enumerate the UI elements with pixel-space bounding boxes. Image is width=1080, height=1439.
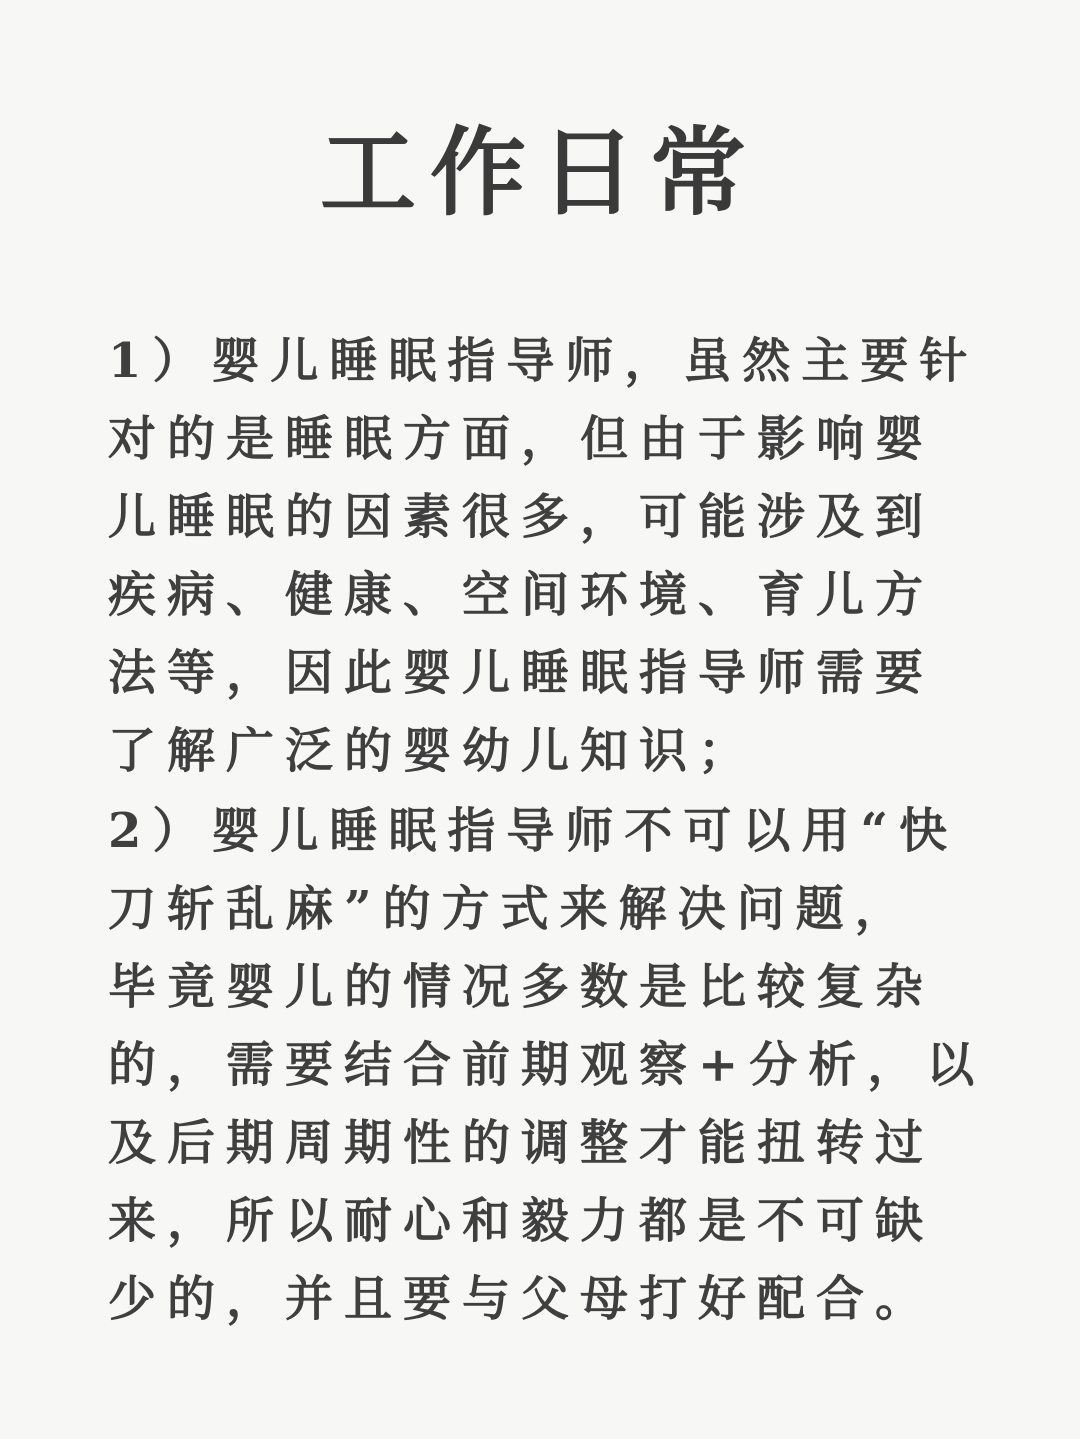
text-line: 的，需要结合前期观察+分析，以 bbox=[108, 1037, 986, 1093]
page-title: 工作日常 bbox=[320, 116, 760, 229]
text-line: 了解广泛的婴幼儿知识； bbox=[108, 723, 758, 779]
text-line: 2）婴儿睡眠指导师不可以用“快 bbox=[108, 803, 959, 859]
text-line: 刀斩乱麻”的方式来解决问题， bbox=[108, 881, 914, 937]
text-line: 1）婴儿睡眠指导师，虽然主要针 bbox=[108, 333, 979, 389]
text-line: 及后期周期性的调整才能扭转过 bbox=[108, 1115, 935, 1171]
text-line: 毕竟婴儿的情况多数是比较复杂 bbox=[108, 959, 935, 1015]
paragraph-1 bbox=[108, 322, 979, 790]
text-line: 来，所以耐心和毅力都是不可缺 bbox=[108, 1193, 935, 1249]
paragraph-2 bbox=[108, 792, 986, 1338]
text-line: 法等，因此婴儿睡眠指导师需要 bbox=[108, 645, 935, 701]
text-line: 儿睡眠的因素很多，可能涉及到 bbox=[108, 489, 935, 545]
body-text bbox=[108, 322, 986, 1338]
text-line: 对的是睡眠方面，但由于影响婴 bbox=[108, 411, 935, 467]
text-line: 少的，并且要与父母打好配合。 bbox=[108, 1271, 935, 1327]
text-line: 疾病、健康、空间环境、育儿方 bbox=[108, 567, 935, 623]
